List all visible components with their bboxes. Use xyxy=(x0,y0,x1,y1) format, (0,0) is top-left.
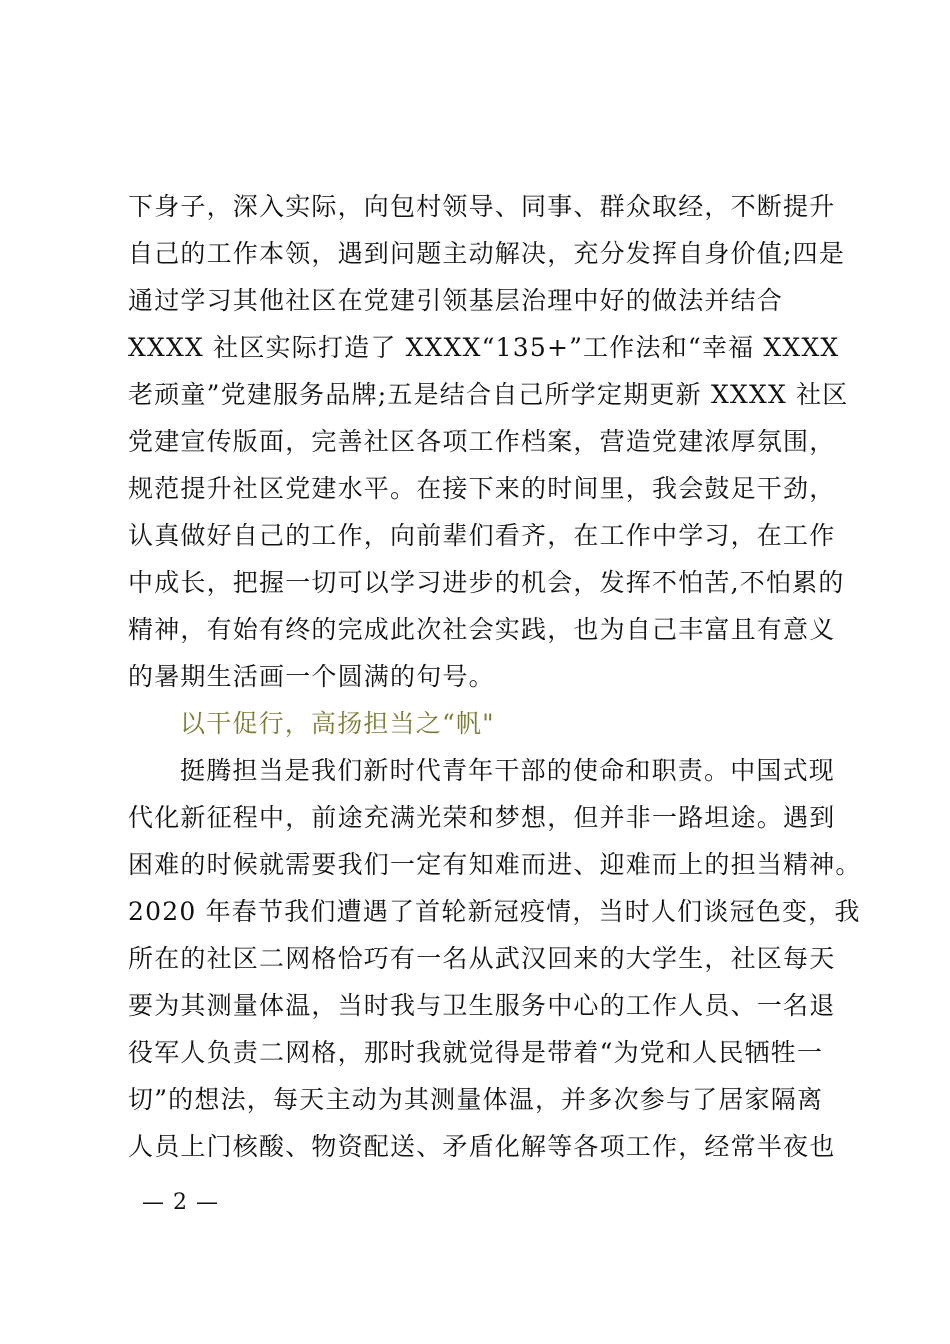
section-heading: 以干促行，高扬担当之“帆" xyxy=(180,709,495,738)
text-line: 党建宣传版面，完善社区各项工作档案，营造党建浓厚氛围， xyxy=(128,427,836,456)
text-line: XXXX 社区实际打造了 XXXX“135+”工作法和“幸福 XXXX xyxy=(128,333,840,362)
text-line: 困难的时候就需要我们一定有知难而进、迎难而上的担当精神。 xyxy=(128,850,862,879)
text-line: 2020 年春节我们遭遇了首轮新冠疫情，当时人们谈冠色变，我 xyxy=(128,897,861,926)
text-line: 中成长，把握一切可以学习进步的机会，发挥不怕苦,不怕累的 xyxy=(128,568,845,597)
text-line: 人员上门核酸、物资配送、矛盾化解等各项工作，经常半夜也 xyxy=(128,1132,836,1161)
text-line: 役军人负责二网格，那时我就觉得是带着“为党和人民牺牲一 xyxy=(128,1038,824,1067)
text-line: 认真做好自己的工作，向前辈们看齐，在工作中学习，在工作 xyxy=(128,521,836,550)
text-line: 规范提升社区党建水平。在接下来的时间里，我会鼓足干劲， xyxy=(128,474,836,503)
text-line: 所在的社区二网格恰巧有一名从武汉回来的大学生，社区每天 xyxy=(128,944,836,973)
text-line: 挺腾担当是我们新时代青年干部的使命和职责。中国式现 xyxy=(180,756,836,785)
text-line: 的暑期生活画一个圆满的句号。 xyxy=(128,662,495,691)
text-line: 精神，有始有终的完成此次社会实践，也为自己丰富且有意义 xyxy=(128,615,836,644)
text-line: 要为其测量体温，当时我与卫生服务中心的工作人员、一名退 xyxy=(128,991,836,1020)
text-line: 下身子，深入实际，向包村领导、同事、群众取经，不断提升 xyxy=(128,192,836,221)
page-number: — 2 — xyxy=(142,1190,219,1215)
text-line: 通过学习其他社区在党建引领基层治理中好的做法并结合 xyxy=(128,286,784,315)
paragraph-continued xyxy=(128,183,862,1170)
text-line: 老顽童”党建服务品牌;五是结合自己所学定期更新 XXXX 社区 xyxy=(128,380,849,409)
text-line: 切”的想法，每天主动为其测量体温，并多次参与了居家隔离 xyxy=(128,1085,824,1114)
text-line: 自己的工作本领，遇到问题主动解决，充分发挥自身价值;四是 xyxy=(128,239,846,268)
text-line: 代化新征程中，前途充满光荣和梦想，但并非一路坦途。遇到 xyxy=(128,803,836,832)
